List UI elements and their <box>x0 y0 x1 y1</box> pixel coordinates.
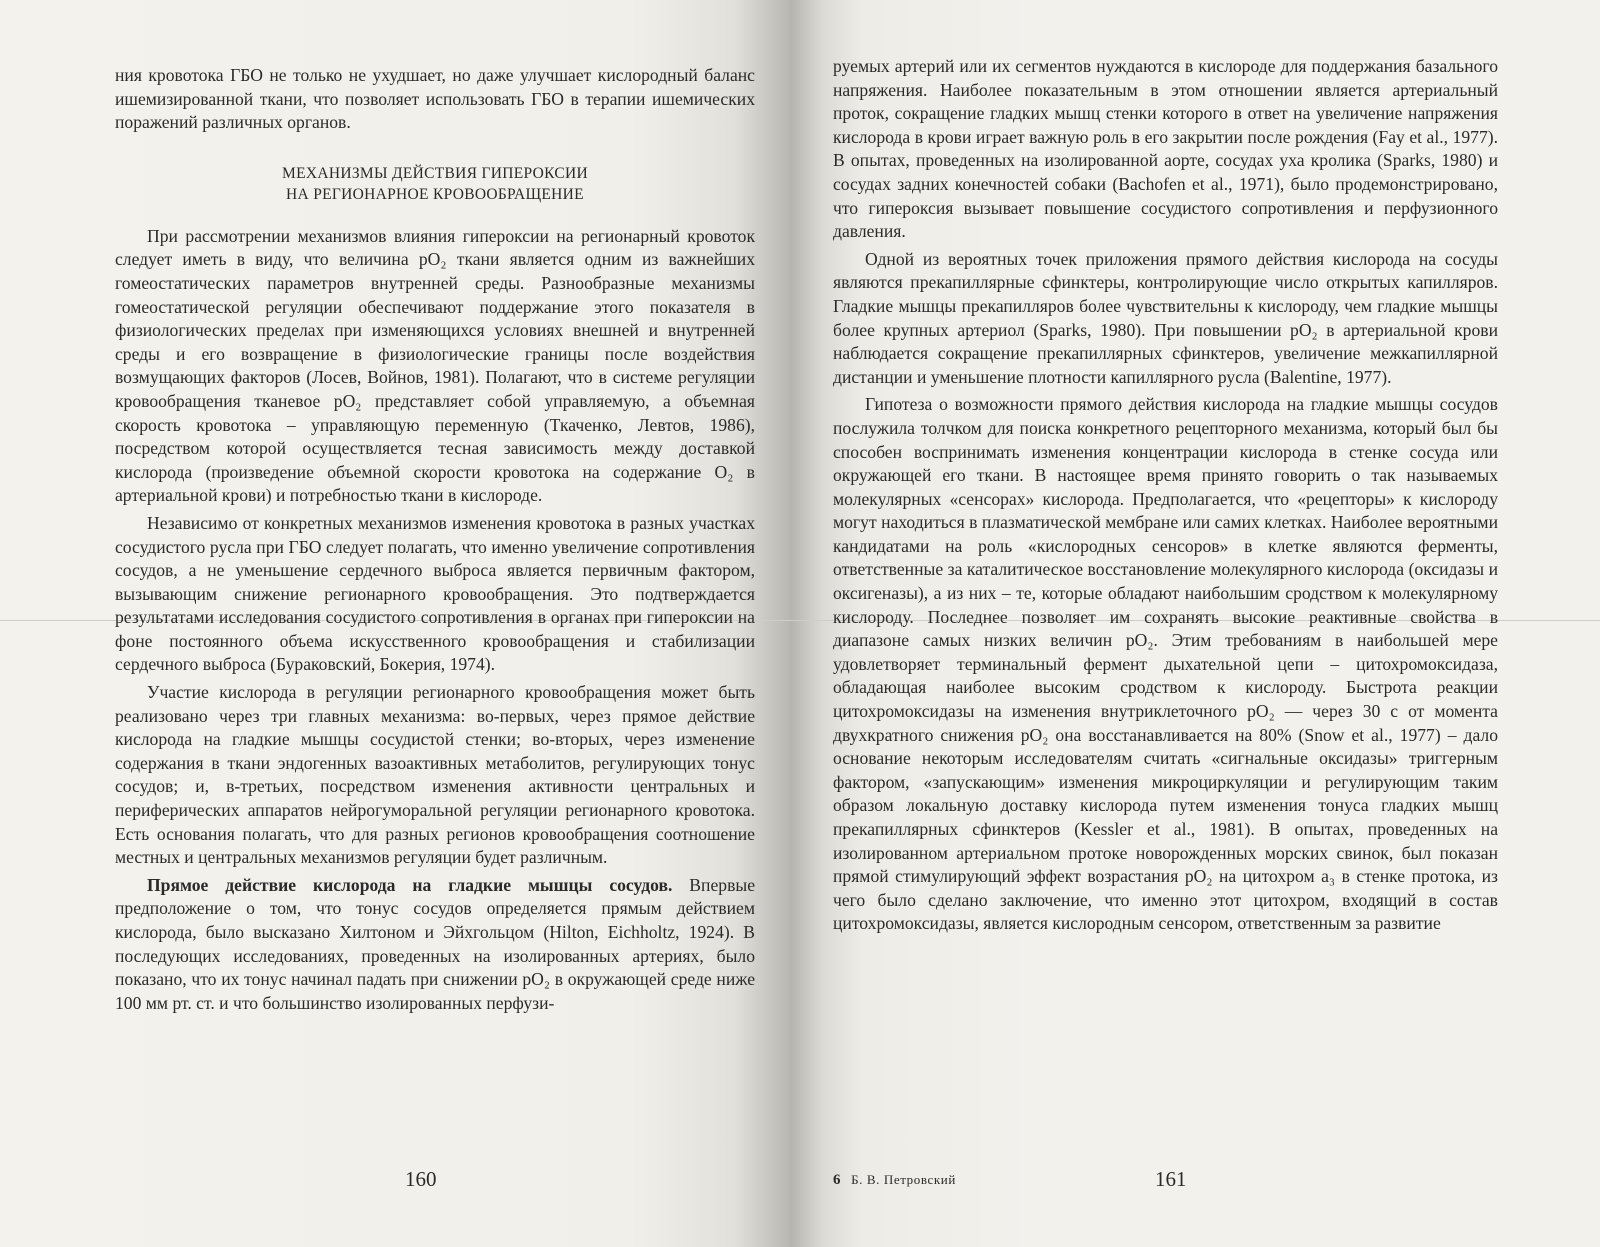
paragraph <box>115 874 755 1016</box>
signature-name: Б. В. Петровский <box>851 1172 956 1187</box>
left-text-column <box>115 64 755 1015</box>
page-number: 160 <box>405 1167 437 1191</box>
page-number: 161 <box>1155 1167 1187 1191</box>
paragraph: Независимо от конкретных механизмов изменения кровотока в разных участках сосудистого русла при ГБО следует полагать, что именно увеличение сопротивления сосудов, а не уменьшение сердечного выброса является первичным фактором, вызывающим снижение регионарного кровообращения. Это подтверждается результатами исследования сосудистого сопротивления в органах при гипероксии на фоне постоянного объема искусственного кровообращения и стабилизации сердечного выброса (Бураковский, Бокерия, 1974). <box>115 512 755 675</box>
paragraph: При рассмотрении механизмов влияния гипероксии на регионарный кровоток следует иметь в виду, что величина pO₂ ткани является одним из важнейших гомеостатических параметров внутренней среды. Разнообразные механизмы гомеостатической регуляции обеспечивают поддержание этого показателя в физиологических пределах при изменяющихся условиях внешней и внутренней среды и его возвращение в физиологические границы после воздействия возмущающих факторов (Лосев, Войнов, 1981). Полагают, что в системе регуляции кровообращения тканевое pO₂ представляет собой управляемую, а объемная скорость кровотока – управляющую переменную (Ткаченко, Левтов, 1986), посредством которой осуществляется тесная зависимость между доставкой кислорода (произведение объемной скорости кровотока на содержание O₂ в артериальной крови) и потребностью ткани в кислороде. <box>115 225 755 506</box>
paragraph-text: Впервые предположение о том, что тонус сосудов определяется прямым действием кислорода, было высказано Хилтоном и Эйхгольцом (Hilton, Eichholtz, 1924). В последующих исследованиях, проведенных на изолированных артериях, было показано, что их тонус начинал падать при снижении pO₂ в окружающей среде ниже 100 мм рт. ст. и что большинство изолированных перфузи- <box>115 874 756 1013</box>
paragraph: руемых артерий или их сегментов нуждаются в кислороде для поддержания базального напряжения. Наиболее показательным в этом отношении является артериальный проток, сокращение гладких мышц стенки которого в ответ на увеличение напряжения кислорода в крови играет важную роль в его закрытии после рождения (Fay et al., 1977). В опытах, проведенных на изолированной аорте, сосудах уха кролика (Sparks, 1980) и сосудах задних конечностей собаки (Bachofen et al., 1971), было продемонстрировано, что гипероксия вызывает повышение сосудистого сопротивления и перфузионного давления. <box>833 56 1498 242</box>
paragraph: Гипотеза о возможности прямого действия кислорода на гладкие мышцы сосудов послужила толчком для поиска конкретного рецепторного механизма, который был бы способен воспринимать изменения концентрации кислорода в стенке сосуда или окружающей его ткани. В настоящее время принято говорить о так называемых молекулярных «сенсорах» кислорода. Предполагается, что «рецепторы» к кислороду могут находиться в плазматической мембране или самих клетках. Наиболее вероятными кандидатами на роль «кислородных сенсоров» в клетке являются ферменты, ответственные за каталитическое восстановление молекулярного кислорода (оксидазы и оксигеназы), а из них – те, которые обладают наибольшим сродством к молекулярному кислороду. Последнее позволяет им сохранять высокие реактивные свойства в диапазоне самых низких величин pO₂. Этим требованиям в наибольшей мере удовлетворяет терминальный фермент дыхательной цепи – цитохромоксидаза, обладающая наиболее высоким сродством к кислороду. Быстрота реакции цитохромоксидазы на изменения внутриклеточного pO₂ — через 30 с от момента двухкратного снижения pO₂ она восстанавливается на 80% (Snow et al., 1977) – дало основание некоторым исследователям считать «сигнальные оксидазы» триггерным фактором, «запускающим» изменения микроциркуляции и регулирующим таким образом локальную доставку кислорода путем изменения тонуса гладких мышц прекапиллярных сфинктеров (Kessler et al., 1981). В опытах, проведенных на изолированном артериальном протоке новорожденных морских свинок, был показан прямой стимулирующий эффект возрастания pO₂ на цитохром a₃ в стенке протока, из чего было сделано заключение, что именно этот цитохром, входящий в состав цитохромоксидазы, является кислородным сенсором, ответственным за развитие <box>833 394 1498 934</box>
paragraph: ния кровотока ГБО не только не ухудшает, но даже улучшает кислородный баланс ишемизированной ткани, что позволяет использовать ГБО в терапии ишемических поражений различных органов. <box>115 65 755 133</box>
heading-line: МЕХАНИЗМЫ ДЕЙСТВИЯ ГИПЕРОКСИИ <box>282 164 588 182</box>
right-text-column <box>833 55 1498 936</box>
heading-line: НА РЕГИОНАРНОЕ КРОВООБРАЩЕНИЕ <box>286 185 584 203</box>
printer-signature <box>833 1172 956 1189</box>
subsection-title: Прямое действие кислорода на гладкие мышцы сосудов. <box>147 874 673 895</box>
paragraph: Участие кислорода в регуляции регионарного кровообращения может быть реализовано через три главных механизма: во-первых, через прямое действие кислорода на гладкие мышцы сосудистой стенки; во-вторых, через изменение содержания в ткани эндогенных вазоактивных метаболитов, регулирующих тонус сосудов; и, в-третьих, посредством изменения активности центральных и периферических аппаратов нейрогуморальной регуляции регионарного кровотока. Есть основания полагать, что для разных регионов кровообращения соотношение местных и центральных механизмов регуляции будет различным. <box>115 682 755 868</box>
paragraph: Одной из вероятных точек приложения прямого действия кислорода на сосуды являются прекапиллярные сфинктеры, контролирующие число открытых капилляров. Гладкие мышцы прекапилляров более чувствительны к кислороду, чем гладкие мышцы более крупных артериол (Sparks, 1980). При повышении pO₂ в артериальной крови наблюдается сокращение прекапиллярных сфинктеров, увеличение межкапиллярной дистанции и уменьшение плотности капиллярного русла (Balentine, 1977). <box>833 248 1498 387</box>
section-heading <box>115 163 755 205</box>
signature-number: 6 <box>833 1172 842 1188</box>
